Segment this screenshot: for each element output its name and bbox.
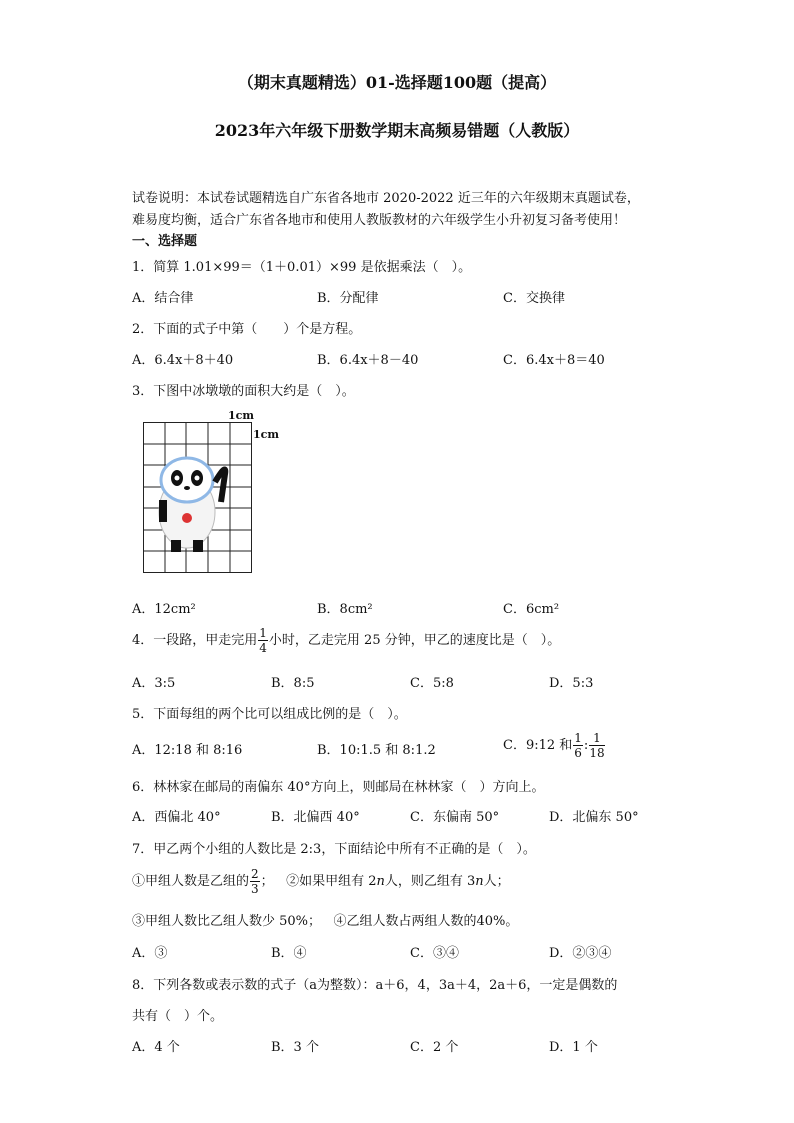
q3-option-a: A．12cm² [132, 602, 196, 617]
q7-option-d: D．②③④ [549, 946, 612, 961]
question-3: 3．下图中冰墩墩的面积大约是（ ）。 [132, 384, 355, 399]
panda-grid-figure [143, 422, 253, 574]
q4-fraction: $\frac{1}{4}$ [259, 626, 267, 655]
q8-option-d: D．1 个 [549, 1040, 598, 1055]
q1-option-b: B．分配律 [317, 291, 379, 306]
q6-option-d: D．北偏东 50° [549, 810, 639, 825]
q2-option-a: A．6.4x＋8＋40 [132, 353, 234, 368]
q1-option-a: A．结合律 [132, 291, 194, 306]
q4-option-c: C．5:8 [410, 676, 454, 691]
q8-option-b: B．3 个 [271, 1040, 319, 1055]
question-7: 7．甲乙两个小组的人数比是 2:3，下面结论中所有不正确的是（ ）。 [132, 842, 536, 857]
question-5: 5．下面每组的两个比可以组成比例的是（ ）。 [132, 707, 407, 722]
q5-option-a: A．12:18 和 8:16 [132, 743, 243, 758]
q7-statements-3-4: ③甲组人数比乙组人数少 50%； ④乙组人数占两组人数的40%。 [132, 914, 519, 929]
q2-option-c: C．6.4x＋8＝40 [503, 353, 605, 368]
question-8: 8．下列各数或表示数的式子（a为整数）：a＋6，4，3a＋4，2a＋6，一定是偶数的 [132, 978, 618, 993]
intro-line-2: 难易度均衡，适合广东省各地市和使用人教版教材的六年级学生小升初复习备考使用！ [132, 213, 627, 228]
intro-line-1: 试卷说明：本试卷试题精选自广东省各地市 2020-2022 近三年的六年级期末真题试卷， [132, 191, 640, 206]
section-heading: 一、选择题 [132, 234, 198, 249]
q4-text-pre: 4．一段路，甲走完用 [132, 633, 258, 648]
q3-option-c: C．6cm² [503, 602, 560, 617]
q6-option-a: A．西偏北 40° [132, 810, 221, 825]
q1-option-c: C．交换律 [503, 291, 565, 306]
q2-option-b: B．6.4x＋8－40 [317, 353, 419, 368]
q5-option-b: B．10:1.5 和 8:1.2 [317, 743, 436, 758]
q4-text-post: 小时，乙走完用 25 分钟，甲乙的速度比是（ ）。 [268, 633, 561, 648]
panda-mascot-icon [159, 458, 225, 552]
q4-option-b: B．8:5 [271, 676, 315, 691]
q7-option-b: B．④ [271, 946, 307, 961]
question-1: 1．简算 1.01×99＝（1＋0.01）×99 是依据乘法（ ）。 [132, 260, 472, 275]
title-main: （期末真题精选）01-选择题100题（提高） [237, 73, 557, 92]
grid-label-side: 1cm [253, 428, 279, 441]
q6-option-c: C．东偏南 50° [410, 810, 500, 825]
q5-option-c: C．9:12 和 $\frac{1}{6}$ : $\frac{1}{18}$ [503, 731, 605, 760]
question-8-cont: 共有（ ）个。 [132, 1009, 224, 1024]
title-sub: 2023年六年级下册数学期末高频易错题（人教版） [214, 121, 580, 140]
q7-statements-1-2: ①甲组人数是乙组的 $\frac{2}{3}$ ； ②如果甲组有 2n人，则乙组有 3n人； [132, 867, 510, 896]
q8-option-a: A．4 个 [132, 1040, 180, 1055]
q4-option-d: D．5:3 [549, 676, 594, 691]
question-2: 2．下面的式子中第（ ）个是方程。 [132, 322, 362, 337]
grid-label-top: 1cm [228, 409, 254, 422]
q7-option-c: C．③④ [410, 946, 459, 961]
question-6: 6．林林家在邮局的南偏东 40°方向上，则邮局在林林家（ ）方向上。 [132, 780, 545, 795]
q4-option-a: A．3:5 [132, 676, 176, 691]
question-4 [132, 627, 560, 654]
q8-option-c: C．2 个 [410, 1040, 459, 1055]
q7-option-a: A．③ [132, 946, 168, 961]
q6-option-b: B．北偏西 40° [271, 810, 360, 825]
q3-option-b: B．8cm² [317, 602, 373, 617]
